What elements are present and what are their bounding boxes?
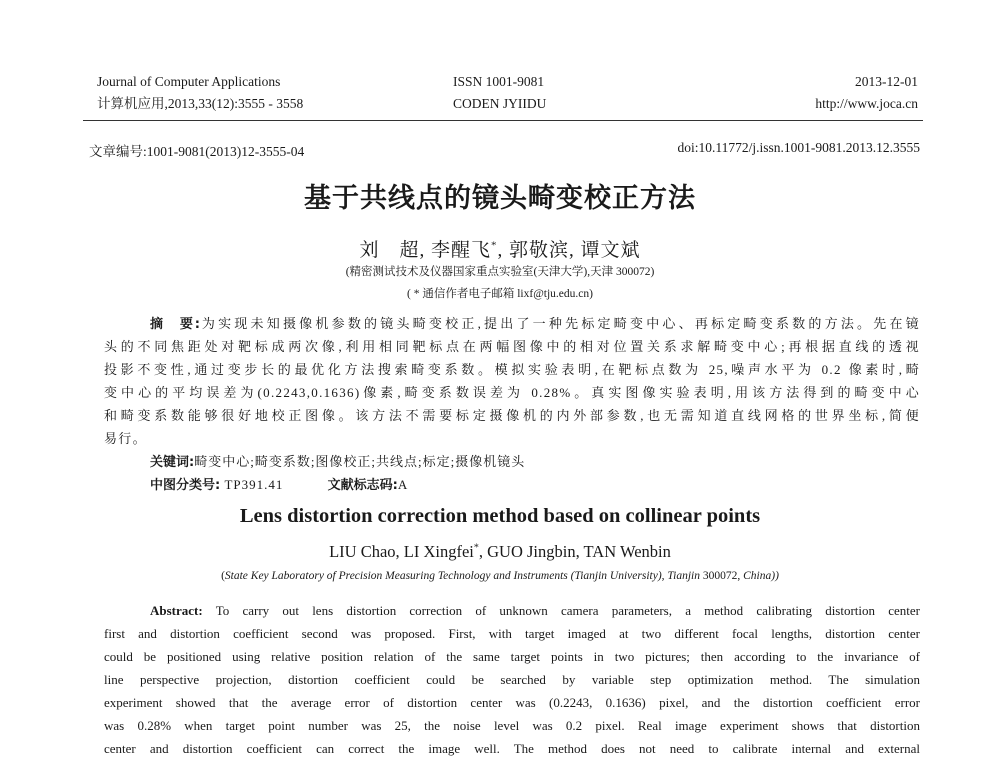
keywords-cn [150, 451, 525, 470]
abstract-line: 头的不同焦距处对靶标成两次像,利用相同靶标点在两幅图像中的相对位置关系求解畸变中心;再根据直线的透视 [104, 339, 920, 354]
doi[interactable]: doi:10.11772/j.issn.1001-9081.2013.12.3555 [677, 140, 920, 155]
corresponding-mark: * [473, 542, 479, 554]
abstract-line: To carry out lens distortion correction of unknown camera parameters, a method calibrating distortion center [215, 603, 920, 618]
abstract-line: first and distortion coefficient second was proposed. First, with target imaged at two different focal lengths, distortion center [104, 626, 920, 641]
abstract-line: 投影不变性,通过变步长的最优化方法搜索畸变系数。模拟实验表明,在靶标点数为 25,噪声水平为 0.2 像素时,畸 [104, 362, 920, 377]
affiliation-zip: 300072, [702, 570, 741, 582]
email-cn: ( * 通信作者电子邮箱 lixf@tju.edu.cn) [407, 288, 593, 300]
abstract-line: 变中心的平均误差为(0.2243,0.1636)像素,畸变系数误差为 0.28%。真实图像实验表明,用该方法得到的畸变中心 [104, 385, 920, 400]
authors-en-part: LIU Chao, LI Xingfei [329, 542, 474, 561]
abstract-label-cn: 摘 要: [150, 317, 200, 332]
abstract-line: line perspective projection, distortion coefficient could be searched by variable step optimization method. The simulation [104, 672, 920, 687]
journal-name-en: Journal of Computer Applications [97, 74, 281, 89]
article-number: 文章编号:1001-9081(2013)12-3555-04 [89, 144, 305, 159]
coden: CODEN JYIIDU [453, 96, 547, 111]
keywords-value: 畸变中心;畸变系数;图像校正;共线点;标定;摄像机镜头 [194, 454, 526, 469]
journal-header-right [815, 74, 918, 118]
classification-cn [150, 474, 408, 493]
journal-url[interactable]: http://www.joca.cn [815, 96, 918, 111]
affiliation-en [0, 570, 1000, 582]
page-title-en: Lens distortion correction method based on collinear points [239, 505, 761, 527]
abstract-en [104, 599, 920, 760]
author-cn: 郭敬滨 [509, 240, 570, 261]
journal-header-center [453, 74, 546, 118]
abstract-line: 易行。 [104, 431, 147, 446]
abstract-line: 和畸变系数能够很好地校正图像。该方法不需要标定摄像机的内外部参数,也无需知道直线网格的世界坐标,简便 [104, 408, 920, 423]
abstract-label-en: Abstract: [150, 603, 203, 618]
keywords-label: 关键词: [150, 455, 195, 470]
journal-header-left [97, 74, 303, 118]
affiliation-lab: State Key Laboratory of Precision Measuring Technology and Instruments [224, 570, 568, 582]
abstract-line: 为实现未知摄像机参数的镜头畸变校正,提出了一种先标定畸变中心、再标定畸变系数的方法。先在镜 [199, 316, 920, 331]
issn: ISSN 1001-9081 [453, 74, 545, 89]
author-cn: 李醒飞 [430, 240, 491, 261]
abstract-cn [104, 312, 920, 450]
corresponding-mark: * [491, 239, 498, 252]
abstract-line: center and distortion coefficient can correct the image well. The method does not need to calibrate internal and external [104, 741, 920, 756]
clc-value: TP391.41 [224, 477, 284, 492]
doc-code-value: A [397, 477, 409, 492]
authors-en [0, 542, 1000, 562]
authors-cn: 刘 超, 李醒飞*, 郭敬滨, 谭文斌 [359, 239, 641, 261]
abstract-line: could be positioned using relative position relation of the same target points in two pictures; then according to the invariance of [104, 649, 920, 664]
affiliation-cn: (精密测试技术及仪器国家重点实验室(天津大学),天津 300072) [345, 266, 655, 278]
author-cn: 谭文斌 [580, 240, 641, 261]
author-cn: 刘 超 [359, 240, 420, 261]
page-title-cn: 基于共线点的镜头畸变校正方法 [304, 183, 696, 214]
clc-label: 中图分类号: [150, 478, 221, 493]
affiliation-univ: (Tianjin University), Tianjin [567, 570, 703, 582]
authors-en-part: , GUO Jingbin, TAN Wenbin [478, 542, 671, 561]
header-divider [83, 120, 923, 121]
affiliation-country: China)) [740, 570, 779, 582]
doc-code-label: 文献标志码: [327, 478, 398, 493]
publish-date: 2013-12-01 [855, 74, 918, 89]
paren: ( [221, 570, 225, 582]
abstract-line: was 0.28% when target point number was 25, the noise level was 0.2 pixel. Real image experiment shows that distortion [104, 718, 920, 733]
journal-citation-cn: 计算机应用,2013,33(12):3555 - 3558 [97, 96, 304, 111]
abstract-line: experiment showed that the average error of distortion center was (0.2243, 0.1636) pixel, and the distortion coefficient error [104, 695, 920, 710]
